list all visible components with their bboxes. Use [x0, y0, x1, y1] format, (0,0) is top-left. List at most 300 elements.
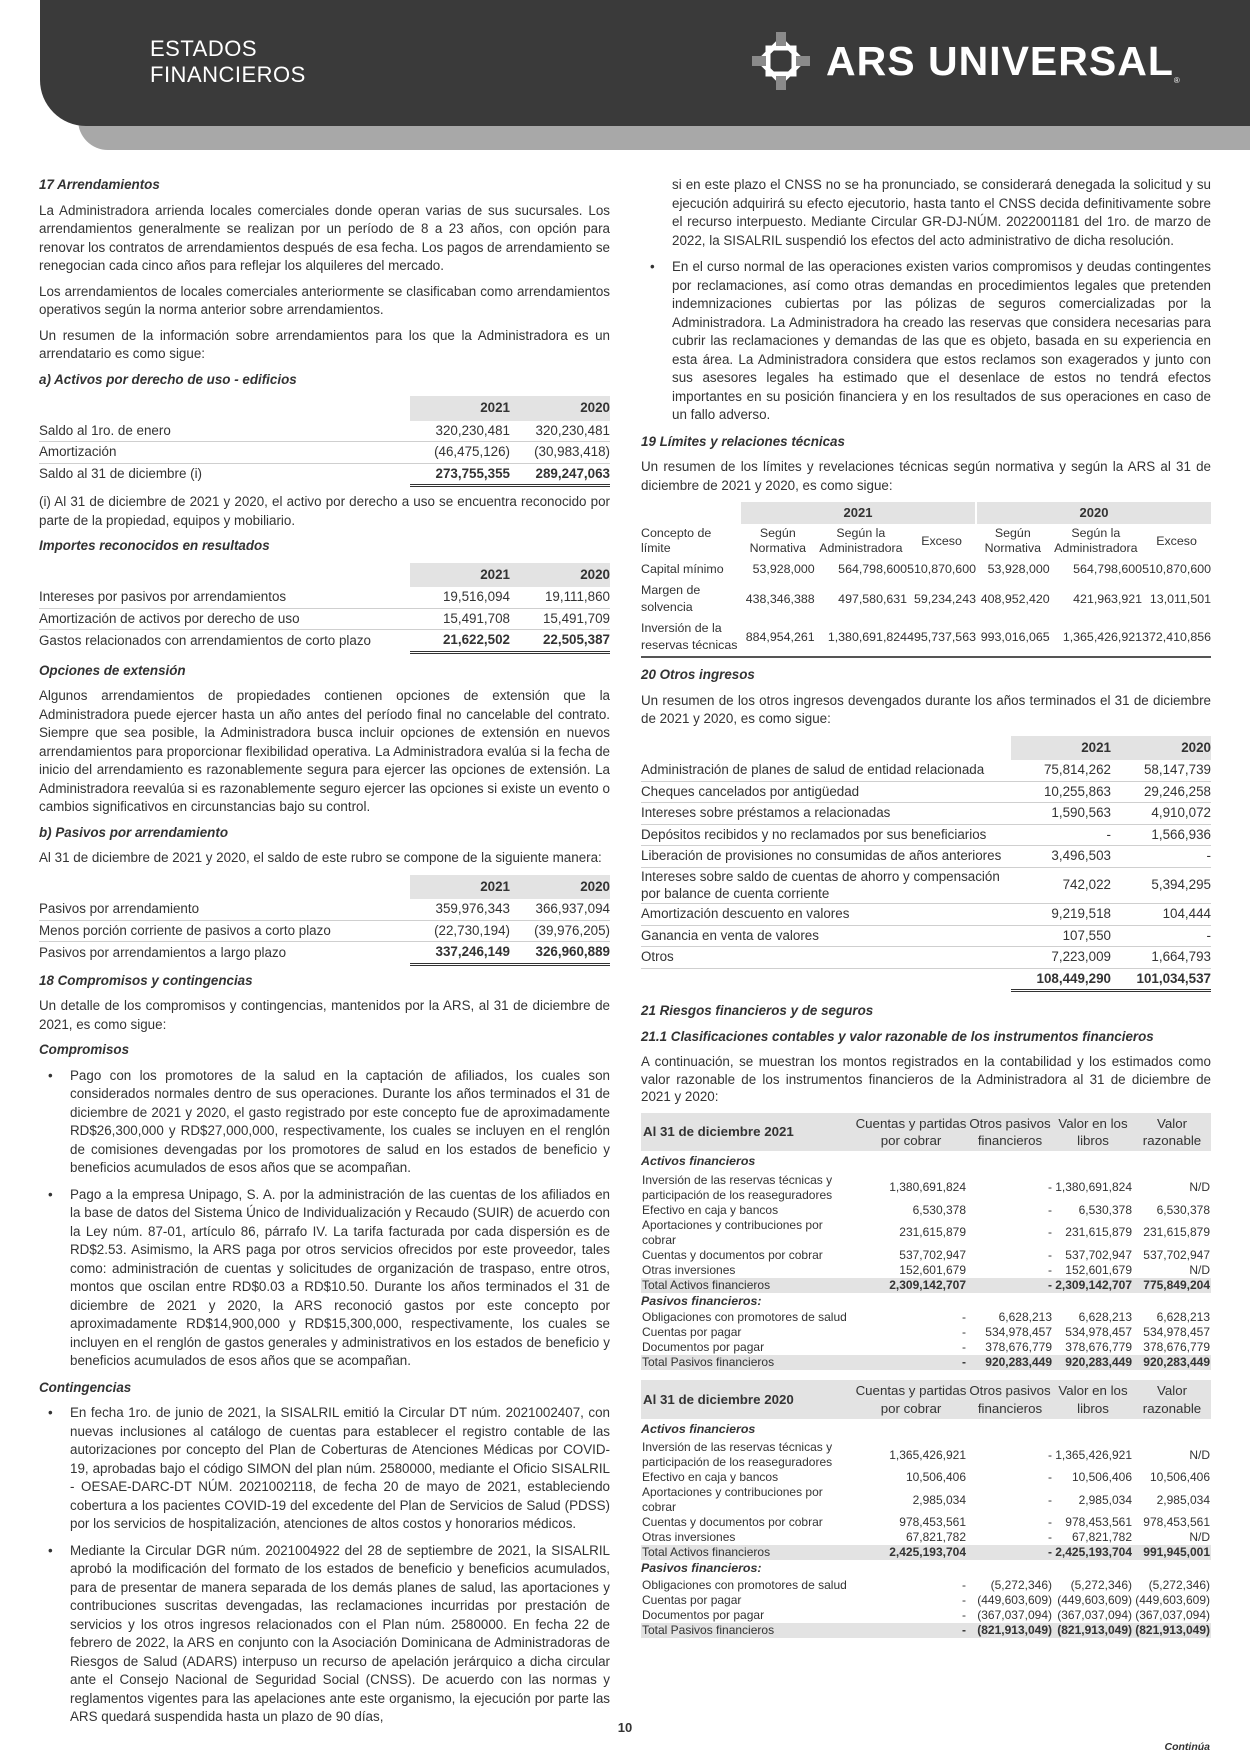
fin-instruments-2021-table: [641, 1113, 1211, 1371]
col-year-2021: 2021: [410, 396, 510, 421]
table-cell: Margen de solvencia: [641, 583, 701, 615]
table-cell: -: [1111, 925, 1211, 947]
table-cell: 29,246,258: [1111, 781, 1211, 803]
table-cell: Menos porción corriente de pasivos a corto plazo: [39, 920, 410, 942]
table-cell: 438,346,388: [745, 591, 815, 606]
list-item: • Mediante la Circular DGR núm. 2021004922 del 28 de septiembre de 2021, la SISALRIL aprobó la modificación del formato de los estados de beneficio y beneficios acumulados, para de presentar de manera separada de los demás planes de salud, las aportaciones y contribuciones suscritas devengadas, las reclamaciones incurridas por prestación de servicios y los otros ingresos relacionados con el Plan núm. 2580000. En fecha 22 de febrero de 2022, la ARS en conjunto con la Asociación Dominicana de Administradoras de Riesgos de Salud (ADARS) interpuso un recurso de apelación jerárquico a dicha circular ante el Consejo Nacional de Seguridad Social (CNSS). De acuerdo con las normas y reglamentos vigentes para las apelaciones ante este organismo, la ejecución por parte las ARS quedará suspendida hasta un plazo de 90 días,: [39, 1542, 610, 1727]
table-cell: Al 31 de diciembre 2020: [641, 1380, 855, 1419]
table-cell: Cuentas por pagar: [642, 1592, 742, 1607]
table-cell: 2,309,142,707: [855, 1278, 967, 1293]
table-cell: 495,737,563: [907, 618, 976, 657]
table-cell: 9,219,518: [1011, 904, 1111, 926]
table-row: [641, 1325, 1211, 1340]
table-cell: Pasivos financieros:: [641, 1561, 762, 1576]
table-cell: 2020: [1111, 736, 1211, 761]
section-18-title: 18 Compromisos y contingencias: [39, 972, 253, 988]
subsection-b-title: b) Pasivos por arrendamiento: [39, 824, 229, 840]
title-line-2: FINANCIEROS: [150, 62, 306, 88]
table-cell: Valor en los libros: [1053, 1380, 1133, 1419]
table-cell: 510,870,600: [1142, 561, 1211, 576]
table-cell: -: [1048, 1225, 1052, 1240]
paragraph: La Administradora arrienda locales comerciales donde operan varias de sus sucursales. Los arrendamientos generalmente se realizan por un período de 8 a 23 años, con opción para renovar los contratos de arrendamientos después de esa fecha. Los pagos de arrendamiento se renegocian cada cinco años para reflejar los alquileres del mercado.: [39, 202, 610, 273]
table-cell: Documentos por pagar: [642, 1607, 765, 1622]
section-19-title: 19 Límites y relaciones técnicas: [641, 433, 845, 449]
table-cell: 6,530,378: [912, 1202, 966, 1217]
table-cell: (5,272,346): [1148, 1577, 1210, 1592]
table-cell: -: [1011, 824, 1111, 846]
table-cell: 152,601,679: [899, 1262, 966, 1277]
table-cell: 67,821,782: [1071, 1530, 1132, 1545]
table-cell: 59,234,243: [913, 591, 976, 606]
table-cell: 58,147,739: [1111, 760, 1211, 781]
table-cell: Efectivo en caja y bancos: [642, 1470, 779, 1485]
table-row: [641, 1113, 1211, 1152]
table-cell: (367,037,094): [1057, 1607, 1132, 1622]
table-cell: 67,821,782: [905, 1530, 966, 1545]
table-cell: 534,978,457: [1143, 1325, 1210, 1340]
table-cell: -: [962, 1577, 966, 1592]
table-cell: 510,870,600: [907, 561, 976, 576]
table-row: [641, 1515, 1211, 1530]
table-cell: N/D: [1189, 1262, 1210, 1277]
table-cell: -: [962, 1592, 966, 1607]
table-cell: 104,444: [1111, 904, 1211, 926]
table-cell: 1,380,691,824: [1055, 1180, 1132, 1195]
table-cell: (5,272,346): [1070, 1577, 1132, 1592]
contingencies-list: [39, 1404, 610, 1727]
table-cell: 2021: [741, 502, 976, 524]
total-row: [641, 1355, 1211, 1370]
table-cell: N/D: [1189, 1447, 1210, 1462]
table-cell: -: [1048, 1470, 1052, 1485]
table-row: [641, 502, 1211, 524]
paragraph: Los arrendamientos de locales comerciales anteriormente se clasificaban como arrendamientos operativos según la norma anterior sobre arrendamientos.: [39, 283, 610, 317]
table-cell: Saldo al 31 de diciembre (i): [39, 466, 203, 482]
table-cell: 22,505,387: [510, 630, 610, 653]
table-cell: Intereses sobre saldo de cuentas de ahorro y compensación por balance de cuenta corriente: [641, 867, 1011, 904]
table-cell: Gastos relacionados con arrendamientos de corto plazo: [39, 632, 371, 648]
table-cell: (821,913,049): [1133, 1623, 1211, 1638]
recognized-amounts-table: [39, 563, 610, 654]
subsection-a-title: a) Activos por derecho de uso - edificios: [39, 371, 297, 387]
table-cell: [39, 396, 410, 421]
table-row: [641, 1173, 1211, 1203]
extension-options-title: Opciones de extensión: [39, 662, 186, 678]
continued-label: Continúa: [1164, 1741, 1210, 1750]
table-cell: -: [1048, 1247, 1052, 1262]
table-row: [641, 1151, 1211, 1173]
table-cell: 408,952,420: [980, 591, 1050, 606]
table-cell: Concepto de límite: [641, 525, 712, 556]
table-cell: 21,622,502: [410, 630, 510, 653]
table-cell: 231,615,879: [1065, 1225, 1132, 1240]
table-cell: Otras inversiones: [642, 1262, 736, 1277]
table-cell: 2021: [410, 875, 510, 900]
table-cell: 537,702,947: [899, 1247, 966, 1262]
paragraph: Un resumen de los límites y revelaciones técnicas según normativa y según la ARS al 31 de diciembre de 2021 y 2020, es como sigue:: [641, 459, 1211, 493]
table-cell: 1,365,426,921: [1055, 1447, 1132, 1462]
table-cell: 1,380,691,824: [815, 618, 907, 657]
table-cell: 372,410,856: [1142, 618, 1211, 657]
table-cell: Exceso: [1156, 533, 1197, 548]
table-cell: Al 31 de diciembre 2021: [641, 1113, 855, 1152]
table-cell: 2,985,034: [1078, 1492, 1132, 1507]
table-cell: 537,702,947: [1065, 1247, 1132, 1262]
table-cell: -: [962, 1325, 966, 1340]
title-line-1: ESTADOS: [150, 36, 258, 61]
table-cell: 2,425,193,704: [855, 1545, 967, 1560]
table-cell: 378,676,779: [1143, 1340, 1210, 1355]
table-cell: 2020: [510, 875, 610, 900]
table-cell: Cuentas por pagar: [642, 1325, 742, 1340]
table-cell: Amortización descuento en valores: [641, 904, 1011, 926]
table-cell: 6,530,378: [1078, 1202, 1132, 1217]
table-row: [641, 803, 1211, 825]
table-cell: Cheques cancelados por antigüedad: [641, 781, 1011, 803]
table-row: [39, 421, 610, 442]
table-cell: 6,628,213: [998, 1310, 1052, 1325]
table-cell: Obligaciones con promotores de salud: [642, 1310, 847, 1325]
paragraph: Un detalle de los compromisos y contingencias, mantenidos por la ARS, al 31 de diciembre de 2021, es como sigue:: [39, 998, 610, 1032]
paragraph: Un resumen de los otros ingresos devengados durante los años terminados el 31 de diciembre de 2021 y 2020, es como sigue:: [641, 692, 1211, 727]
table-cell: 19,516,094: [410, 587, 510, 608]
table-row: [641, 1248, 1211, 1263]
total-row: [641, 968, 1211, 991]
contingencies-list-continued: [641, 176, 1211, 425]
commitments-title: Compromisos: [39, 1042, 130, 1057]
table-cell: 320,230,481: [410, 421, 510, 442]
table-cell: N/D: [1189, 1180, 1210, 1195]
total-row: [641, 1623, 1211, 1638]
list-item: • En el curso normal de las operaciones existen varios compromisos y deudas contingentes por reclamaciones, así como otras demandas en procedimientos legales que pretenden indemnizaciones cubiertas por las pólizas de seguros comercializadas por la Administradora. La Administradora ha creado las reservas que considera necesarias para cubrir las reclamaciones y demandas de las que es objeto, basada en su experiencia en esta área. La Administradora considera que estos reclamos son exagerados y junto con sus asesores legales ha estimado que el desenlace de estos no tendrá efectos importantes en su posición financiera y en los resultados de sus operaciones en caso de un fallo adverso.: [641, 258, 1211, 425]
table-cell: 53,928,000: [987, 561, 1050, 576]
table-cell: Liberación de provisiones no consumidas de años anteriores: [641, 846, 1011, 868]
table-cell: -: [1048, 1492, 1052, 1507]
table-cell: Otras inversiones: [642, 1530, 736, 1545]
table-cell: -: [1048, 1202, 1052, 1217]
table-cell: [641, 968, 1011, 991]
table-row: [641, 1593, 1211, 1608]
table-cell: 421,963,921: [1073, 591, 1143, 606]
table-cell: Saldo al 1ro. de enero: [39, 421, 410, 442]
paragraph: Algunos arrendamientos de propiedades contienen opciones de extensión que la Administradora puede ejercer hasta un año antes del período final no cancelable del contrato. Siempre que sea posible, la Administradora busca incluir opciones de extensión en nuevos arrendamientos para proporcionar flexibilidad operativa. La Administradora evalúa si la fecha de inicio del arrendamiento es razonablemente segura para ejercer las opciones de extensión. La Administradora reevalúa si es razonablemente seguro ejercer las opciones si existe un evento o cambios significativos en circunstancias bajo su control.: [39, 688, 610, 814]
table-cell: 320,230,481: [510, 421, 610, 442]
table-cell: Valor razonable: [1133, 1113, 1211, 1152]
table-row: [641, 618, 1211, 657]
col-year-2020: 2020: [510, 396, 610, 421]
table-cell: Pasivos financieros:: [641, 1293, 762, 1308]
table-cell: (5,272,346): [990, 1577, 1052, 1592]
table-cell: [641, 502, 741, 524]
table-cell: Administración de planes de salud de entidad relacionada: [641, 760, 1011, 781]
table-cell: 1,566,936: [1111, 824, 1211, 846]
table-cell: Amortización: [39, 442, 410, 464]
technical-limits-table: [641, 502, 1211, 658]
table-cell: (30,983,418): [510, 442, 610, 464]
table-row: [39, 899, 610, 920]
table-cell: 978,453,561: [1143, 1515, 1210, 1530]
lease-liabilities-table: [39, 875, 610, 966]
table-row: [641, 947, 1211, 969]
table-cell: (22,730,194): [410, 920, 510, 942]
table-cell: 75,814,262: [1011, 760, 1111, 781]
commitments-list: [39, 1067, 610, 1371]
list-item: • Pago a la empresa Unipago, S. A. por la administración de las cuentas de los afiliados en la base de datos del Sistema Único de Individualización y Recaudo (SUIR) de acuerdo con la Ley núm. 87-01, artículo 86, párrafo IV. La tarifa facturada por cada dispersión es de RD$2.53. Asimismo, la ARS paga por otros servicios ofrecidos por este proveedor, tales como: administración de cuentas y solicitudes de organización de traspaso, entre otros, montos que oscilan entre RD$0.03 a RD$10.50. Durante los años terminados el 31 de diciembre de 2021 y 2020, la ARS reconoció gastos por este concepto por aproximadamente RD$14,900,000 y RD$15,300,000, respectivamente, los cuales se incluyen en el renglón de gastos generales y administrativos en los estados de beneficio y beneficios acumulados de esos años que se acompañan.: [39, 1186, 610, 1371]
table-cell: Exceso: [921, 533, 962, 548]
table-row: [641, 867, 1211, 904]
table-cell: 991,945,001: [1133, 1545, 1211, 1560]
table-cell: Cuentas y partidas por cobrar: [855, 1113, 967, 1152]
paragraph: Al 31 de diciembre de 2021 y 2020, el saldo de este rubro se compone de la siguiente manera:: [39, 850, 602, 865]
table-cell: 108,449,290: [1011, 968, 1111, 991]
fin-instruments-2020-table: [641, 1380, 1211, 1638]
table-cell: 2,985,034: [1156, 1492, 1210, 1507]
contingencies-title: Contingencias: [39, 1379, 132, 1395]
table-cell: -: [1048, 1447, 1052, 1462]
table-cell: Total Pasivos financieros: [641, 1355, 855, 1370]
table-cell: 993,016,065: [976, 618, 1050, 657]
table-cell: Total Activos financieros: [641, 1278, 855, 1293]
table-cell: (821,913,049): [1053, 1623, 1133, 1638]
table-cell: 2,309,142,707: [1053, 1278, 1133, 1293]
table-cell: (821,913,049): [967, 1623, 1053, 1638]
total-row: [39, 463, 610, 486]
section-21-1-title: 21.1 Clasificaciones contables y valor razonable de los instrumentos financieros: [641, 1028, 1154, 1044]
table-cell: 920,283,449: [967, 1355, 1053, 1370]
table-row: [641, 1470, 1211, 1485]
paragraph: Un resumen de la información sobre arrendamientos para los que la Administradora es un arrendatario es como sigue:: [39, 327, 610, 361]
table-row: [641, 760, 1211, 781]
table-cell: Inversión de las reservas técnicas y participación de los reaseguradores: [642, 1440, 833, 1470]
table-cell: 1,664,793: [1111, 947, 1211, 969]
table-row: [39, 875, 610, 900]
table-cell: -: [1048, 1180, 1052, 1195]
table-row: [641, 524, 1211, 559]
table-cell: Activos financieros: [641, 1154, 756, 1169]
table-cell: 19,111,860: [510, 587, 610, 608]
table-cell: 378,676,779: [985, 1340, 1052, 1355]
table-cell: 2,985,034: [912, 1492, 966, 1507]
table-row: [641, 1310, 1211, 1325]
table-cell: 53,928,000: [752, 561, 815, 576]
table-cell: -: [962, 1310, 966, 1325]
table-cell: Inversión de la reservas técnicas: [641, 618, 741, 657]
table-row: [641, 925, 1211, 947]
table-row: [641, 736, 1211, 761]
table-row: [39, 920, 610, 942]
table-cell: 337,246,149: [410, 942, 510, 965]
table-row: [641, 1578, 1211, 1593]
table-cell: 7,223,009: [1011, 947, 1111, 969]
table-row: [39, 442, 610, 464]
table-cell: -: [855, 1355, 967, 1370]
table-cell: 273,755,355: [410, 463, 510, 486]
table-cell: (46,475,126): [410, 442, 510, 464]
list-item-continued: si en este plazo el CNSS no se ha pronunciado, se considerará denegada la solicitud y su ejecución adquirirá su efecto ejecutorio, hasta tanto el CNSS decida definitivamente sobre el recurso interpuesto. Mediante Circular GR-DJ-NÚM. 2022001181 del 1ro. de marzo de 2022, la SISALRIL suspendió los efectos del acto administrativo de dicha resolución.: [672, 177, 1211, 248]
table-cell: 366,937,094: [510, 899, 610, 920]
table-cell: 10,506,406: [1149, 1470, 1210, 1485]
table-cell: 101,034,537: [1111, 968, 1211, 991]
table-row: [641, 1485, 1211, 1515]
table-row: [641, 1608, 1211, 1623]
list-item: • Pago con los promotores de la salud en la captación de afiliados, los cuales son considerados normales dentro de sus operaciones. Durante los años terminados el 31 de diciembre de 2021 y 2020, el gasto registrado por este concepto fue de aproximadamente RD$26,300,000 y RD$27,000,000, respectivamente, los cuales se incluyen en el renglón de comisiones devengadas por los promotores de salud en los estados de beneficio y beneficios acumulados de esos años que se acompañan.: [39, 1067, 610, 1178]
table-cell: 978,453,561: [1065, 1515, 1132, 1530]
brand-name: ARS UNIVERSAL: [826, 37, 1174, 84]
total-row: [39, 630, 610, 653]
table-row: [641, 824, 1211, 846]
table-row: [641, 904, 1211, 926]
table-cell: -: [967, 1278, 1053, 1293]
table-cell: 920,283,449: [1133, 1355, 1211, 1370]
table-cell: Otros pasivos financieros: [967, 1380, 1053, 1419]
table-cell: (449,603,609): [977, 1592, 1052, 1607]
table-cell: Según la Administradora: [819, 525, 903, 556]
table-cell: Ganancia en venta de valores: [641, 925, 1011, 947]
table-cell: 6,530,378: [1156, 1202, 1210, 1217]
table-cell: 15,491,708: [410, 608, 510, 630]
table-cell: (367,037,094): [1135, 1607, 1210, 1622]
table-cell: [39, 875, 410, 900]
table-cell: 497,580,631: [838, 591, 908, 606]
page-number: 10: [617, 1720, 633, 1735]
table-cell: Según Normativa: [749, 525, 807, 556]
registered-mark: ®: [1173, 75, 1180, 85]
table-cell: 537,702,947: [1143, 1247, 1210, 1262]
table-cell: Otros: [641, 947, 1011, 969]
table-cell: Pasivos por arrendamientos a largo plazo: [39, 944, 287, 960]
table-cell: 978,453,561: [899, 1515, 966, 1530]
table-cell: 1,365,426,921: [889, 1447, 966, 1462]
table-cell: Total Pasivos financieros: [641, 1623, 855, 1638]
table-cell: Cuentas y documentos por cobrar: [642, 1515, 823, 1530]
table-row: [39, 608, 610, 630]
section-20-title: 20 Otros ingresos: [641, 667, 755, 683]
table-cell: 107,550: [1011, 925, 1111, 947]
table-cell: 359,976,343: [410, 899, 510, 920]
table-cell: Amortización de activos por derecho de uso: [39, 608, 410, 630]
recognized-amounts-title: Importes reconocidos en resultados: [39, 538, 270, 553]
table-cell: 6,628,213: [1078, 1310, 1132, 1325]
table-row: [641, 781, 1211, 803]
table-row: [39, 396, 610, 421]
table-cell: [641, 736, 1011, 761]
table-cell: Cuentas y documentos por cobrar: [642, 1247, 823, 1262]
table-row: [39, 563, 610, 588]
table-row: [641, 1218, 1211, 1248]
table-cell: 564,798,600: [838, 561, 908, 576]
table-cell: Intereses sobre préstamos a relacionadas: [641, 803, 1011, 825]
section-21-title: 21 Riesgos financieros y de seguros: [641, 1003, 874, 1019]
table-row: [641, 1440, 1211, 1470]
table-row: [39, 587, 610, 608]
table-cell: 564,798,600: [1073, 561, 1143, 576]
table-cell: 534,978,457: [985, 1325, 1052, 1340]
table-note: (i) Al 31 de diciembre de 2021 y 2020, el activo por derecho a uso se encuentra reconocido por parte de la propiedad, equipos y mobiliario.: [39, 494, 610, 528]
table-cell: 10,506,406: [1071, 1470, 1132, 1485]
table-cell: 6,628,213: [1156, 1310, 1210, 1325]
table-cell: -: [855, 1623, 967, 1638]
table-cell: 534,978,457: [1065, 1325, 1132, 1340]
table-cell: 2020: [976, 502, 1211, 524]
table-cell: Pasivos por arrendamiento: [39, 899, 410, 920]
other-income-table: [641, 736, 1211, 993]
brand-logo: [748, 28, 1180, 94]
table-cell: Efectivo en caja y bancos: [642, 1202, 779, 1217]
page-header: [40, 0, 1250, 150]
table-cell: -: [1048, 1530, 1052, 1545]
table-cell: 326,960,889: [510, 942, 610, 965]
table-cell: 2,425,193,704: [1053, 1545, 1133, 1560]
table-cell: Depósitos recibidos y no reclamados por sus beneficiarios: [641, 824, 1011, 846]
table-cell: 1,380,691,824: [889, 1180, 966, 1195]
table-cell: 231,615,879: [899, 1225, 966, 1240]
left-column: [39, 176, 610, 1735]
table-cell: Valor razonable: [1133, 1380, 1211, 1419]
table-cell: [39, 563, 410, 588]
table-cell: N/D: [1189, 1530, 1210, 1545]
table-cell: 920,283,449: [1053, 1355, 1133, 1370]
table-cell: 15,491,709: [510, 608, 610, 630]
rou-assets-table: [39, 396, 610, 487]
table-cell: 2021: [1011, 736, 1111, 761]
total-row: [39, 942, 610, 965]
table-cell: -: [1111, 846, 1211, 868]
table-cell: Cuentas y partidas por cobrar: [855, 1380, 967, 1419]
table-cell: Activos financieros: [641, 1421, 756, 1436]
table-cell: Total Activos financieros: [641, 1545, 855, 1560]
table-cell: 884,954,261: [741, 618, 815, 657]
table-cell: (39,976,205): [510, 920, 610, 942]
table-row: [641, 580, 1211, 618]
table-cell: -: [967, 1545, 1053, 1560]
table-cell: -: [962, 1340, 966, 1355]
table-cell: 775,849,204: [1133, 1278, 1211, 1293]
table-cell: 2021: [410, 563, 510, 588]
table-cell: -: [1048, 1515, 1052, 1530]
table-cell: Inversión de las reservas técnicas y participación de los reaseguradores: [642, 1172, 833, 1202]
table-cell: 13,011,501: [1149, 591, 1211, 606]
table-cell: 10,506,406: [905, 1470, 966, 1485]
table-cell: Aportaciones y contribuciones por cobrar: [642, 1485, 823, 1515]
table-row: [641, 559, 1211, 580]
table-row: [641, 1203, 1211, 1218]
table-cell: 2020: [510, 563, 610, 588]
table-cell: 4,910,072: [1111, 803, 1211, 825]
table-row: [641, 1419, 1211, 1441]
table-cell: Aportaciones y contribuciones por cobrar: [642, 1217, 823, 1247]
table-row: [641, 1340, 1211, 1355]
table-cell: Otros pasivos financieros: [967, 1113, 1053, 1152]
table-cell: Según Normativa: [984, 525, 1042, 556]
table-cell: 5,394,295: [1111, 867, 1211, 904]
table-cell: (449,603,609): [1057, 1592, 1132, 1607]
table-cell: -: [1048, 1262, 1052, 1277]
table-row: [641, 1560, 1211, 1578]
total-row: [641, 1278, 1211, 1293]
section-17-title: 17 Arrendamientos: [39, 177, 160, 192]
table-cell: 289,247,063: [510, 463, 610, 486]
table-cell: Documentos por pagar: [642, 1340, 765, 1355]
document-title: [150, 36, 306, 89]
table-cell: (367,037,094): [977, 1607, 1052, 1622]
table-cell: -: [962, 1607, 966, 1622]
table-cell: 742,022: [1011, 867, 1111, 904]
table-row: [641, 1293, 1211, 1311]
total-row: [641, 1545, 1211, 1560]
table-cell: Capital mínimo: [641, 561, 724, 576]
paragraph: A continuación, se muestran los montos registrados en la contabilidad y los estimados como valor razonable de los instrumentos financieros de la Administradora al 31 de diciembre de 2021 y 2020:: [641, 1054, 1211, 1105]
table-cell: 10,255,863: [1011, 781, 1111, 803]
